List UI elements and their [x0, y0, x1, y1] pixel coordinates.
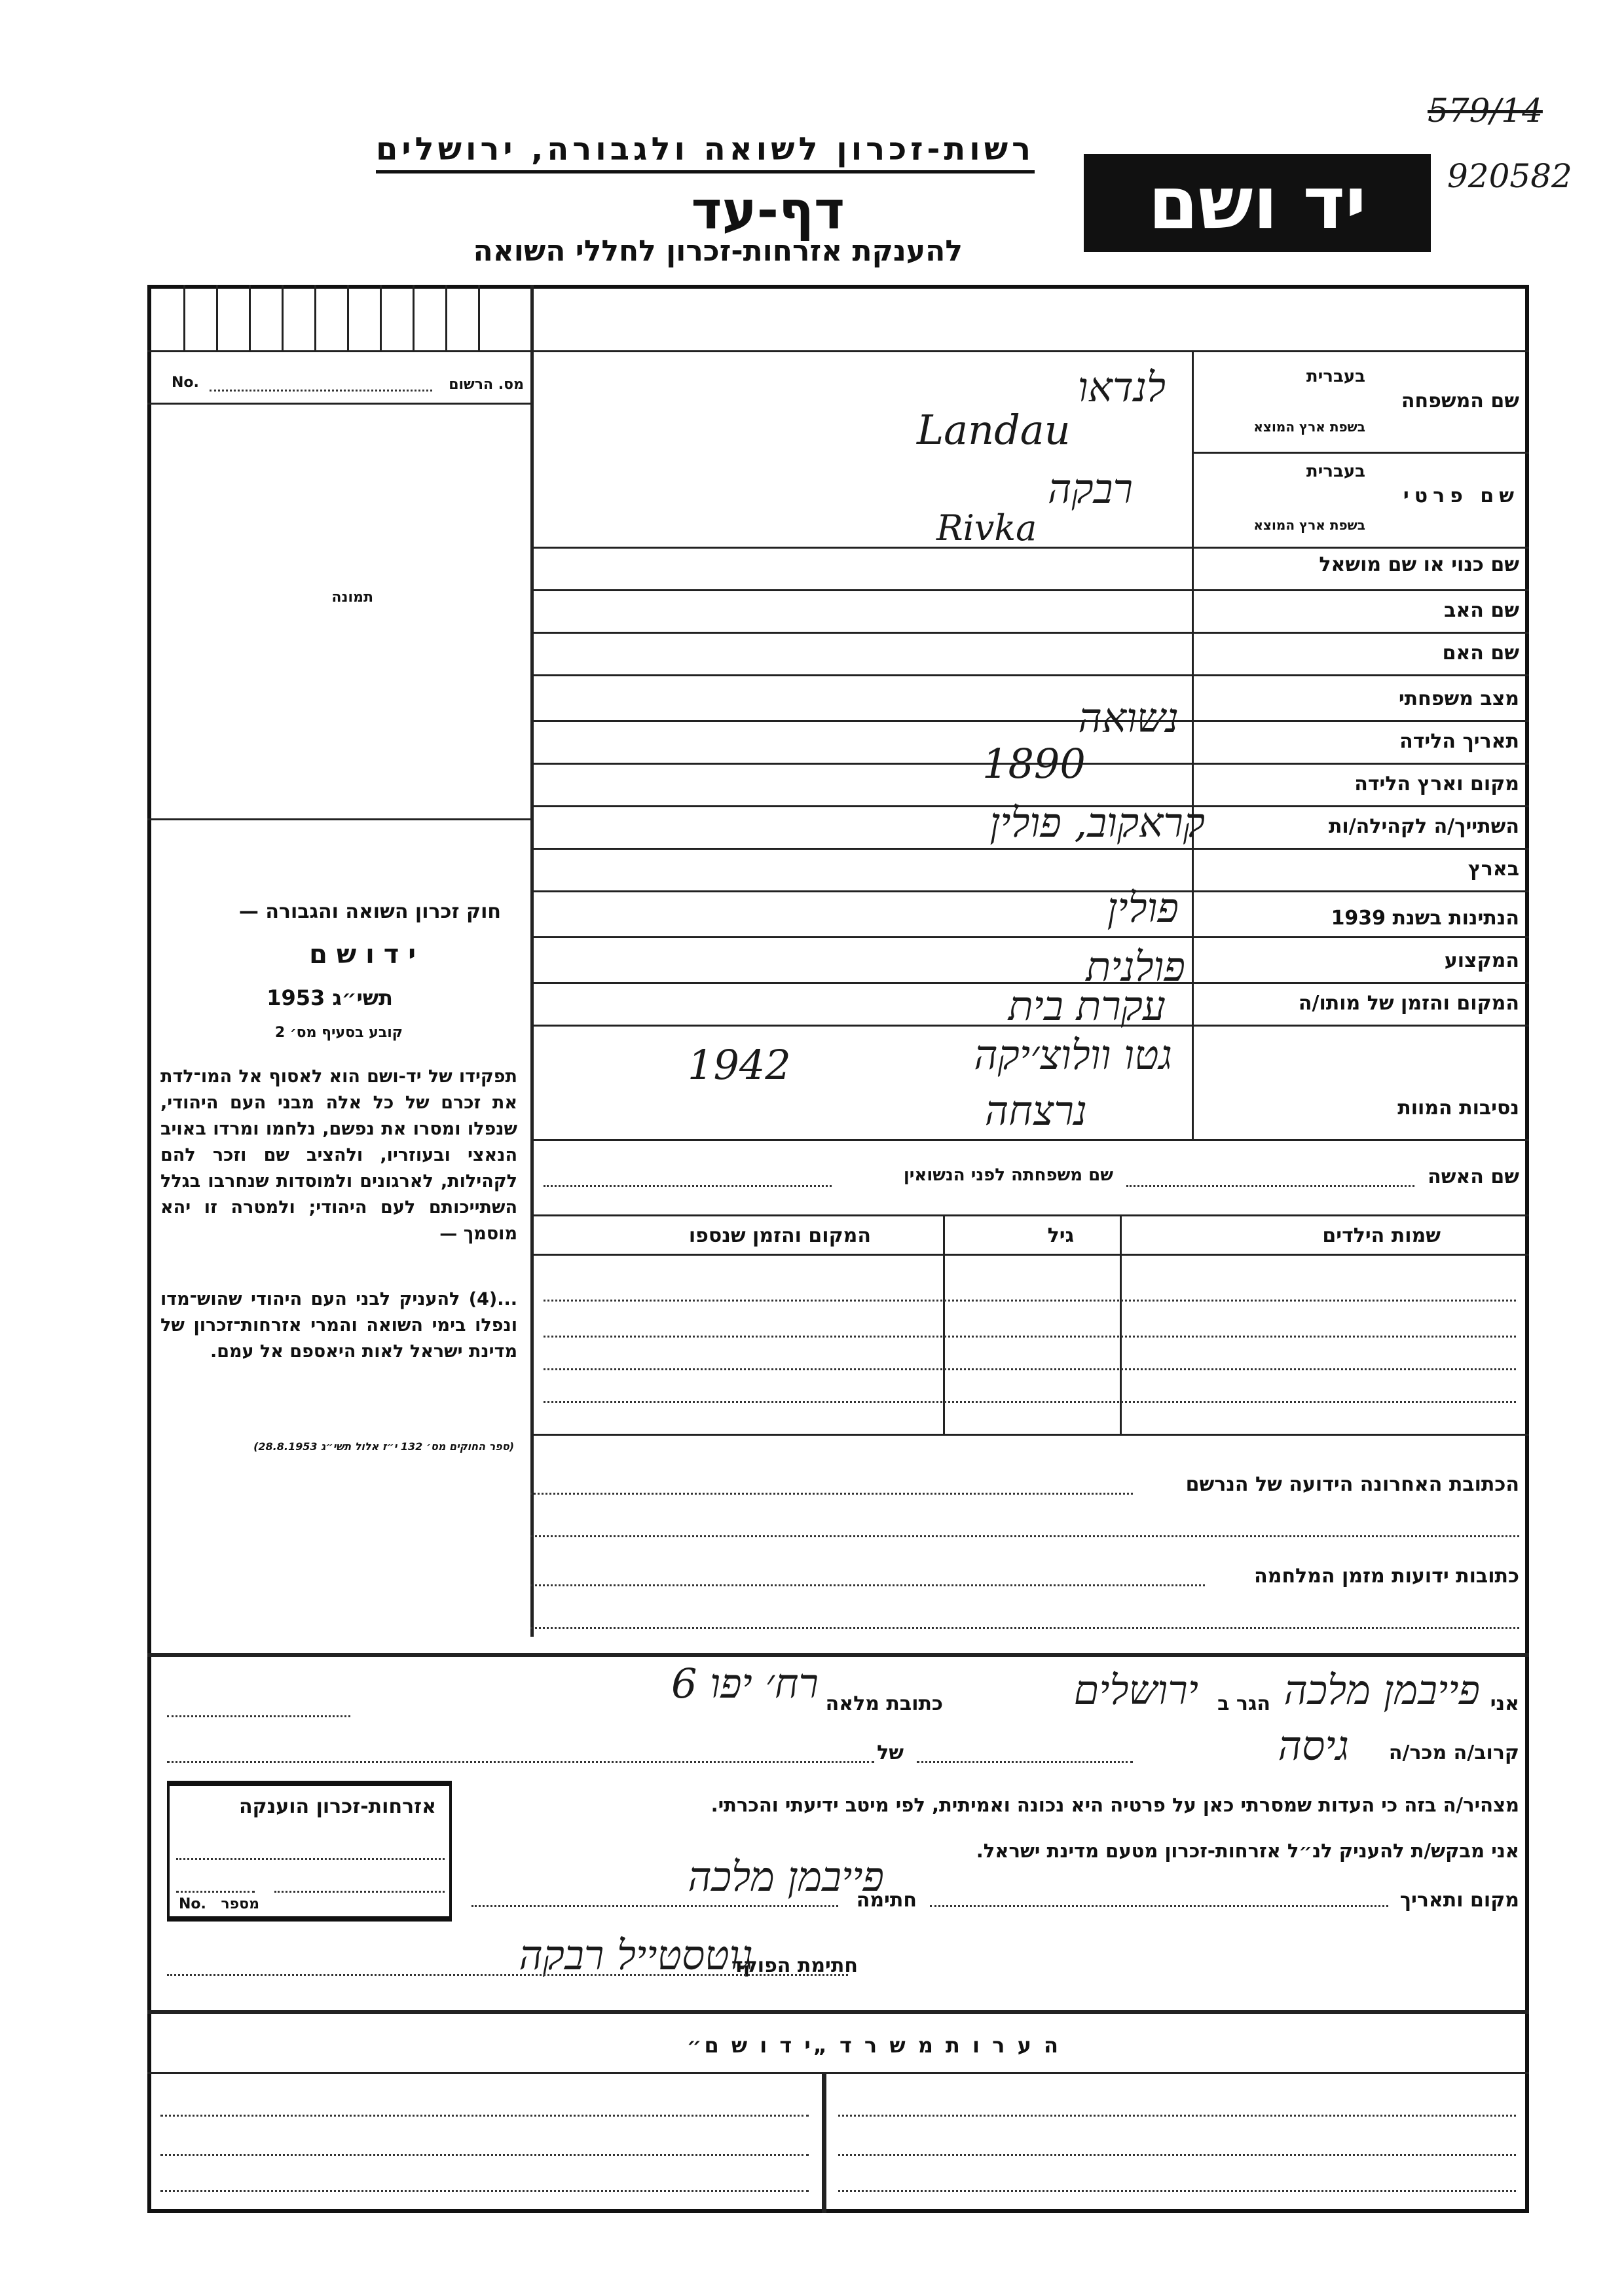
given-name-hebrew-value[interactable]: רבקה	[1048, 465, 1133, 513]
family-name-label: שם המשפחה	[1401, 390, 1519, 412]
death-place-time-label: המקום והזמן של מותו/ה	[1298, 992, 1519, 1015]
relation-value[interactable]: גיסה	[1278, 1722, 1349, 1770]
death-cause-label: נסיבות המוות	[1397, 1097, 1519, 1120]
law-text-1: תפקידו של יד-ושם הוא לאסוף אל המו־לדת את זכרם של כל אלה מבני העם היהודי, שנפלו ומסרו את נפשם, נלחמו ומרדו באויב הנאצי ובעוזריו, ולהציב שם וזכר להם לקהילות, לארגונים ולמוסדות שנחרבו בגלל השתייכותם לעם היהודי; ולמטרה זו יהא מוסמך —	[160, 1066, 517, 1244]
file-number-struck: 579/14	[1428, 92, 1543, 130]
citizenship-granted-title: אזרחות-זכרון הוענקה	[238, 1795, 436, 1818]
signature-label: חתימה	[856, 1889, 917, 1912]
full-address-label: כתובת מלאה	[825, 1692, 943, 1715]
law-name: י ד ו ש ם	[309, 939, 416, 970]
family-name-local-value[interactable]: Landau	[917, 406, 1071, 454]
declarant-label: אני	[1490, 1692, 1519, 1715]
page-title: דף-עד	[691, 180, 845, 241]
yad-vashem-logo: יד ושם	[1084, 154, 1431, 252]
law-year: תשי״ג 1953	[267, 985, 393, 1010]
in-hebrew-label: בעברית	[1306, 367, 1365, 386]
page-subtitle: להענקת אזרחות-זכרון לחללי השואה	[473, 234, 963, 268]
death-cause-value[interactable]: נרצחה	[984, 1087, 1087, 1135]
country-value[interactable]: פולין	[1107, 884, 1179, 932]
given-name-local-value[interactable]: Rivka	[936, 507, 1037, 549]
law-title: חוק זכרון השואה והגבורה —	[238, 900, 501, 923]
place-date-label: מקום ותאריך	[1399, 1889, 1519, 1912]
birth-place-value[interactable]: קראקוב, פולין	[989, 799, 1205, 847]
family-name-hebrew-value[interactable]: לנדאו	[1077, 363, 1166, 411]
nationality-value[interactable]: פולנית	[1086, 943, 1185, 991]
nickname-label: שם כנוי או שם מושאל	[1319, 553, 1519, 576]
birth-date-label: תאריך הלידה	[1399, 730, 1519, 753]
birth-date-value[interactable]: 1890	[982, 740, 1086, 788]
wife-name-label: שם האשה	[1428, 1165, 1519, 1188]
citizenship-granted-box	[167, 1781, 452, 1922]
comments-title: ה ע ר ו ת מ ש ר ד „י ד ו ש ם״	[686, 2033, 1061, 2058]
children-age-header: גיל	[1047, 1224, 1074, 1247]
address-value[interactable]: רח׳ יפו 6	[671, 1660, 819, 1707]
request-statement: אני מבקש/ת להעניק לנ״ל אזרחות-זכרון מטעם מדינת ישראל.	[976, 1840, 1519, 1862]
profession-value[interactable]: עקרת בית	[1008, 982, 1166, 1030]
relation-label: קרוב/ה מכר/ה	[1388, 1741, 1519, 1764]
reporter-name-value[interactable]: פייבמן מלכה	[1283, 1666, 1480, 1714]
profession-label: המקצוע	[1444, 949, 1519, 972]
registration-number-label: מס. הרשום	[449, 376, 524, 393]
city-value[interactable]: ירושלים	[1073, 1666, 1198, 1714]
community-label: השתייך/ה לקהילה/ות	[1328, 815, 1519, 838]
country-label: בארץ	[1467, 858, 1519, 881]
of-label: של	[877, 1741, 904, 1764]
box-number-no: No.	[179, 1896, 206, 1912]
in-hebrew-label: בעברית	[1306, 462, 1365, 481]
children-death-header: המקום והזמן שנספו	[688, 1224, 871, 1247]
lives-in-label: הגר ב	[1217, 1692, 1270, 1715]
death-year-value[interactable]: 1942	[688, 1041, 791, 1089]
signature-value[interactable]: פייבמן מלכה	[688, 1853, 884, 1901]
maiden-name-label: שם משפחתה לפני הנשואין	[903, 1165, 1113, 1185]
law-section: קובע בסעיף מס׳ 2	[274, 1025, 403, 1041]
given-name-label: שם פרטי	[1403, 484, 1519, 507]
file-number: 920582	[1447, 157, 1572, 195]
officer-signature-label: חתימת הפוקד	[731, 1954, 858, 1977]
photo-label: תמונה	[331, 589, 373, 606]
registration-number-no: No.	[172, 374, 199, 391]
mother-name-label: שם האם	[1442, 642, 1519, 665]
last-address-label: הכתובת האחרונה הידועה של הנרשם	[1185, 1473, 1519, 1496]
law-reference: (ספר החוקים מס׳ 132 י״ז אלול תשי״ג 28.8.1953)	[253, 1440, 514, 1453]
father-name-label: שם האב	[1444, 599, 1519, 622]
war-addresses-label: כתובות ידועות מזמן המלחמה	[1254, 1565, 1519, 1588]
authority-heading: רשות-זכרון לשואה ולגבורה, ירושלים	[376, 131, 1035, 173]
in-local-language-label: בשפת ארץ המוצא	[1253, 517, 1365, 533]
children-names-header: שמות הילדים	[1322, 1224, 1441, 1247]
death-place-value[interactable]: גטו וולוצ׳יקה	[974, 1031, 1172, 1079]
law-text-2: ...(4) להעניק לבני העם היהודי שהוש־מדו ונפלו בימי השואה והמרי אזרחות־זכרון של מדינת ישראל לאות היאספם אל עמם.	[160, 1289, 517, 1362]
birth-place-label: מקום וארץ הלידה	[1354, 773, 1519, 795]
in-local-language-label: בשפת ארץ המוצא	[1253, 419, 1365, 435]
nationality-label: הנתינות בשנת 1939	[1331, 907, 1519, 930]
officer-signature-value[interactable]: גוטסטייל רבקה	[519, 1931, 753, 1979]
box-number-label: מספר	[221, 1896, 259, 1912]
marital-status-label: מצב משפחתי	[1398, 687, 1519, 710]
marital-status-value[interactable]: נשואה	[1078, 694, 1179, 742]
declaration-statement: מצהיר/ה בזה כי העדות שמסרתי כאן על פרטיה היא נכונה ואמיתית, לפי מיטב ידיעתי והכרתי.	[710, 1794, 1519, 1816]
